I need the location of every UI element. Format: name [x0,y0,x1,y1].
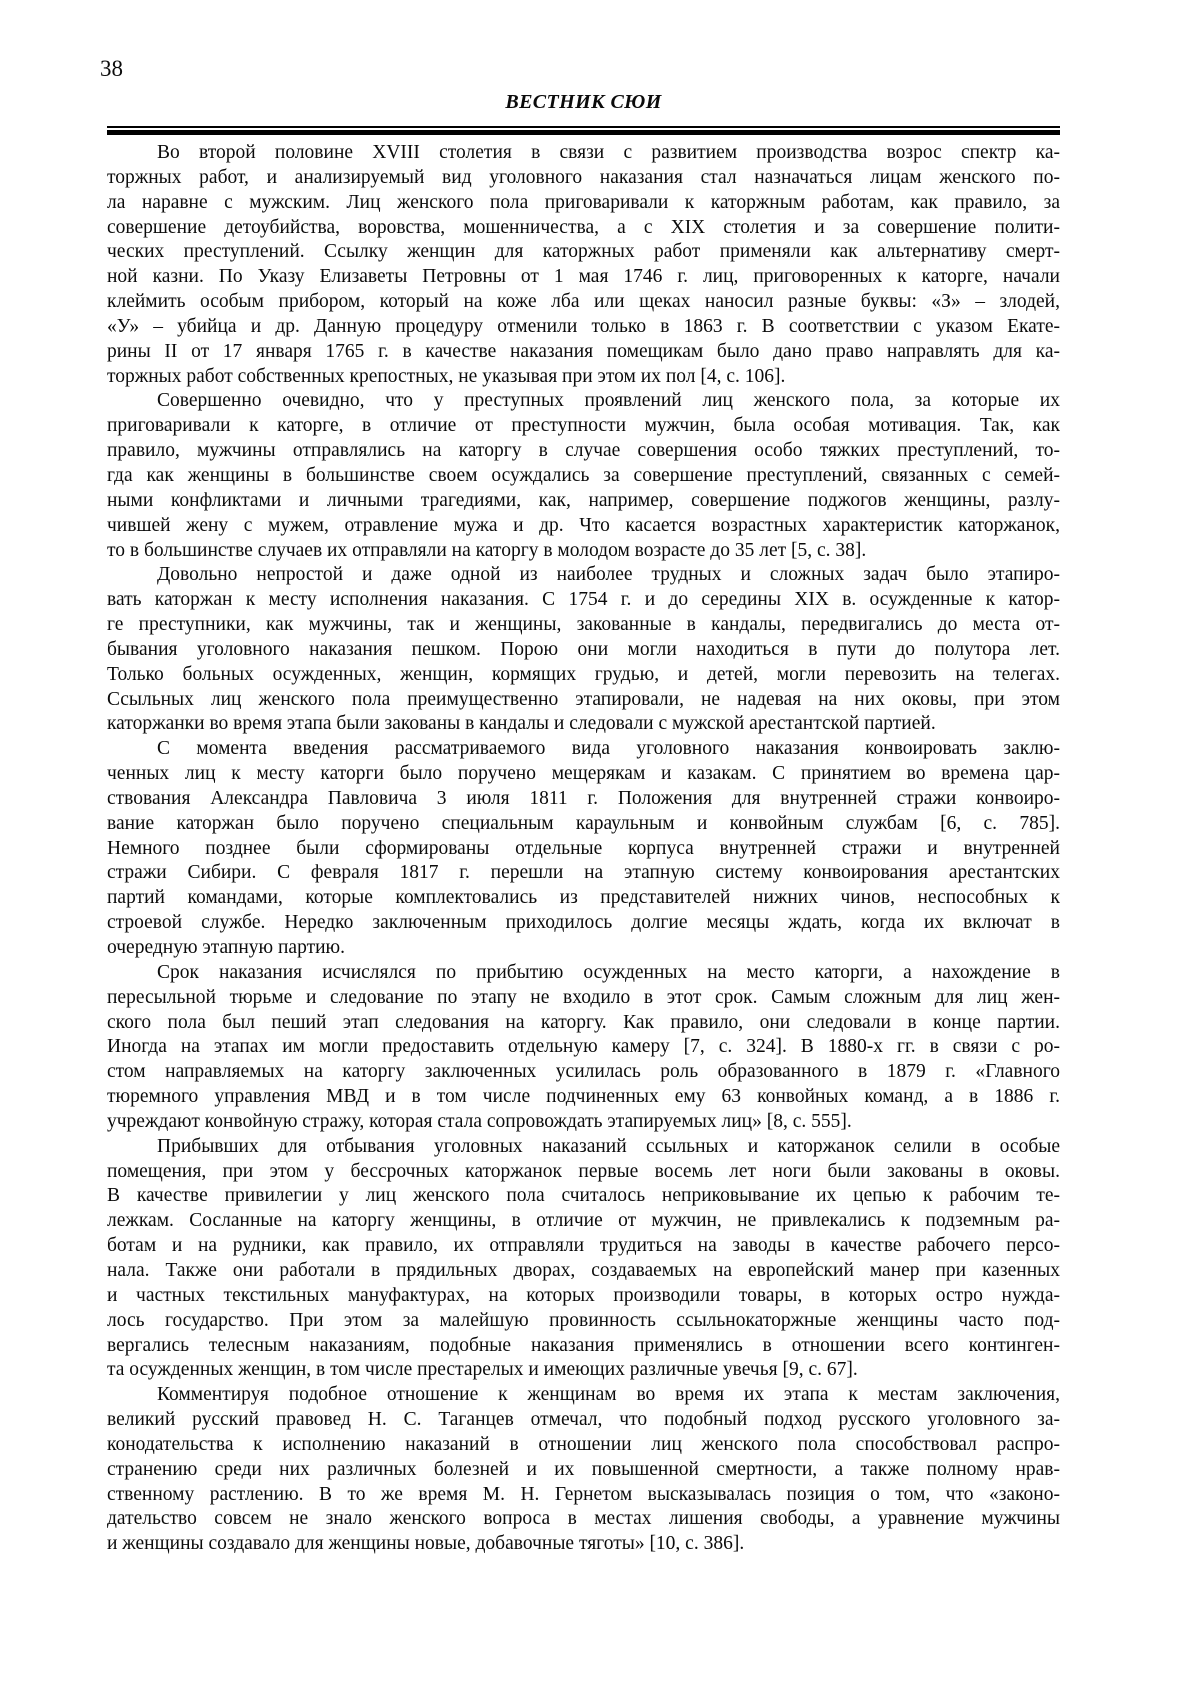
text-line: ченных лиц к месту каторги было поручено мещерякам и казакам. С принятием во времена цар- [107,763,1060,785]
text-line: ла наравне с мужским. Лиц женского пола приговаривали к каторжным работам, как правило, за [107,191,1060,213]
text-line: Довольно непростой и даже одной из наиболее трудных и сложных задач было этапиро- [157,564,1060,586]
text-line: ского пола был пеший этап следования на каторгу. Как правило, они следовали в конце партии. [107,1011,1060,1033]
text-line: ствования Александра Павловича 3 июля 1811 г. Положения для внутренней стражи конвоиро- [107,787,1060,809]
text-line: Комментируя подобное отношение к женщинам во время их этапа к местам заключения, [157,1384,1060,1406]
text-line: вать каторжан к месту исполнения наказания. С 1754 г. и до середины XIX в. осужденные к катор- [107,589,1060,611]
text-line: партий командами, которые комплектовались из представителей нижних чинов, неспособных к [107,887,1060,909]
text-line: та осужденных женщин, в том числе престарелых и имеющих различные увечья [9, с. 67]. [107,1359,858,1381]
paragraph [107,1383,1060,1557]
text-line: строевой службе. Нередко заключенным приходилось долгие месяцы ждать, когда их включат в [107,912,1060,934]
text-line: лежкам. Сосланные на каторгу женщины, в отличие от мужчин, не привлекались к подземным ра- [107,1210,1060,1232]
text-line: клеймить особым прибором, который на коже лба или щеках наносил разные буквы: «З» – злодей, [107,291,1060,313]
text-line: нала. Также они работали в прядильных дворах, создаваемых на европейский манер при казенных [107,1259,1060,1281]
text-line: В качестве привилегии у лиц женского пола считалось неприковывание их цепью к рабочим те- [107,1185,1060,1207]
text-line: и женщины создавало для женщины новые, добавочные тяготы» [10, с. 386]. [107,1533,745,1555]
text-line: каторжанки во время этапа были закованы в кандалы и следовали с мужской арестантской партией. [107,713,936,735]
text-line: Немного позднее были сформированы отдельные корпуса внутренней стражи и внутренней [107,837,1060,859]
text-line: учреждают конвойную стражу, которая стала сопровождать этапируемых лиц» [8, с. 555]. [107,1110,852,1132]
text-line: ной казни. По Указу Елизаветы Петровны от 1 мая 1746 г. лиц, приговоренных к каторге, начали [107,266,1060,288]
paragraph [107,737,1060,961]
text-line: лось государство. При этом за малейшую провинность ссыльнокаторжные женщины часто под- [107,1309,1060,1331]
paragraph [107,389,1060,563]
text-line: Срок наказания исчислялся по прибытию осужденных на место каторги, а нахождение в [157,961,1060,983]
text-line: рины II от 17 января 1765 г. в качестве наказания помещикам было дано право направлять для ка- [107,340,1060,362]
text-line: и частных текстильных мануфактурах, на которых производили товары, в которых остро нужда- [107,1284,1060,1306]
text-line: тюремного управления МВД и в том числе подчиненных ему 63 конвойных команд, а в 1886 г. [107,1086,1060,1108]
text-line: великий русский правовед Н. С. Таганцев отмечал, что подобный подход русского уголовного за- [107,1409,1060,1431]
text-line: вание каторжан было поручено специальным караульным и конвойным службам [6, с. 785]. [107,812,1060,834]
text-line: очередную этапную партию. [107,937,345,958]
text-line: стом направляемых на каторгу заключенных усилилась роль образованного в 1879 г. «Главного [107,1061,1060,1083]
text-line: стражи Сибири. С февраля 1817 г. перешли на этапную систему конвоирования арестантских [107,862,1060,884]
text-line: Иногда на этапах им могли предоставить отдельную камеру [7, с. 324]. В 1880-х гг. в связи с ро- [107,1036,1060,1058]
text-line: то в большинстве случаев их отправляли на каторгу в молодом возрасте до 35 лет [5, с. 38]. [107,539,867,561]
text-line: ге преступники, как мужчины, так и женщины, закованные в кандалы, передвигались до места от- [107,614,1060,636]
header-divider [107,126,1060,135]
paragraph [107,563,1060,737]
text-line: бывания уголовного наказания пешком. Порою они могли находиться в пути до полутора лет. [107,638,1060,660]
text-line: С момента введения рассматриваемого вида уголовного наказания конвоировать заклю- [157,738,1060,760]
text-line: ческих преступлений. Ссылку женщин для каторжных работ применяли как альтернативу смерт- [107,241,1060,263]
text-line: совершение детоубийства, воровства, мошенничества, а с XIX столетия и за совершение полити- [107,216,1060,238]
paragraph [107,961,1060,1135]
text-line: ными конфликтами и личными трагедиями, как, например, совершение поджогов женщины, разлу- [107,489,1060,511]
text-line: чившей жену с мужем, отравление мужа и др. Что касается возрастных характеристик каторжанок, [107,514,1060,536]
text-line: вергались телесным наказаниям, подобные наказания применялись в отношении всего континген- [107,1334,1060,1356]
text-line: Только больных осужденных, женщин, кормящих грудью, и детей, могли перевозить на телегах. [107,663,1060,685]
text-line: торжных работ, и анализируемый вид уголовного наказания стал назначаться лицам женского по- [107,166,1060,188]
text-line: пересыльной тюрьме и следование по этапу не входило в этот срок. Самым сложным для лиц жен- [107,986,1060,1008]
journal-header-title: ВЕСТНИК СЮИ [505,91,662,113]
text-line: дательство совсем не знало женского вопроса в местах лишения свободы, а уравнение мужчины [107,1508,1060,1530]
text-line: помещения, при этом у бессрочных каторжанок первые восемь лет ноги были закованы в оковы. [107,1160,1060,1182]
paragraph [107,141,1060,389]
text-line: странению среди них различных болезней и их повышенной смертности, а также полному нрав- [107,1458,1060,1480]
text-line: приговаривали к каторге, в отличие от преступности мужчин, была особая мотивация. Так, как [107,415,1060,437]
text-line: конодательства к исполнению наказаний в отношении лиц женского пола способствовал распро- [107,1433,1060,1455]
text-line: «У» – убийца и др. Данную процедуру отменили только в 1863 г. В соответствии с указом Екате- [107,315,1060,337]
text-line: Совершенно очевидно, что у преступных проявлений лиц женского пола, за которые их [157,390,1060,412]
text-line: Прибывших для отбывания уголовных наказаний ссыльных и каторжанок селили в особые [157,1135,1060,1157]
text-line: гда как женщины в большинстве своем осуждались за совершение преступлений, связанных с семей- [107,464,1060,486]
text-line: правило, мужчины отправлялись на каторгу в случае совершения особо тяжких преступлений, то- [107,440,1060,462]
text-line: ботам и на рудники, как правило, их отправляли трудиться на заводы в качестве рабочего персо- [107,1235,1060,1257]
text-line: Во второй половине XVIII столетия в связи с развитием производства возрос спектр ка- [157,142,1060,163]
text-line: ственному растлению. В то же время М. Н. Гернетом высказывалась позиция о том, что «законо- [107,1483,1060,1505]
page-number: 38 [100,56,123,81]
text-line: Ссыльных лиц женского пола преимущественно этапировали, не надевая на них оковы, при этом [107,688,1060,710]
text-line: торжных работ собственных крепостных, не указывая при этом их пол [4, с. 106]. [107,365,786,387]
paragraph [107,1135,1060,1383]
article-body [107,141,1060,1557]
header-divider-thick-line [107,130,1060,135]
